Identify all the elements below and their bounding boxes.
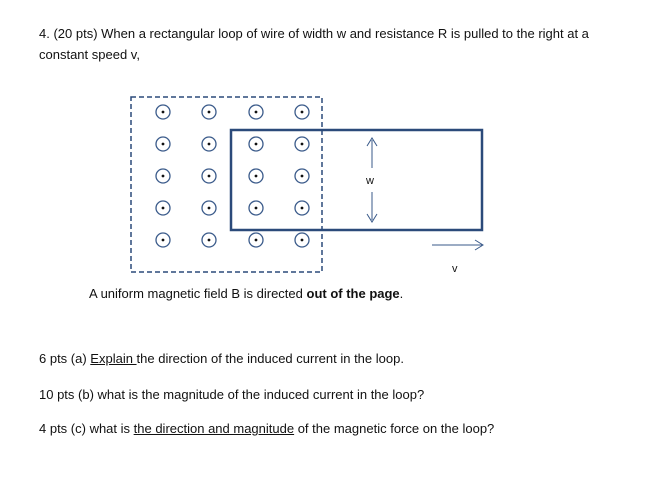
field-out-of-page-icon: [295, 233, 309, 247]
field-out-of-page-icon: [202, 137, 216, 151]
field-out-of-page-icon: [249, 201, 263, 215]
field-out-of-page-icon: [202, 233, 216, 247]
caption-bold: out of the page: [306, 286, 400, 301]
question-a-prefix: 6 pts (a): [39, 351, 91, 366]
caption-suffix: .: [399, 286, 404, 301]
field-out-of-page-icon: [295, 169, 309, 183]
field-out-of-page-icon: [156, 137, 170, 151]
field-out-of-page-icon: [249, 105, 263, 119]
field-out-of-page-icon: [156, 105, 170, 119]
velocity-label: v: [452, 263, 458, 275]
field-out-of-page-icon: [295, 201, 309, 215]
magnetic-field-symbols: [156, 105, 309, 247]
field-out-of-page-icon: [202, 201, 216, 215]
diagram-caption: [89, 286, 403, 302]
problem-statement-line1: 4. (20 pts) When a rectangular loop of wire of width w and resistance R is pulled to the right at a: [39, 26, 589, 41]
field-out-of-page-icon: [156, 233, 170, 247]
field-out-of-page-icon: [156, 201, 170, 215]
field-out-of-page-icon: [202, 105, 216, 119]
field-out-of-page-icon: [295, 137, 309, 151]
question-a-underlined: Explain: [90, 351, 137, 366]
field-out-of-page-icon: [249, 233, 263, 247]
velocity-arrow: [432, 240, 483, 250]
question-a-rest: the direction of the induced current in the loop.: [136, 351, 404, 366]
question-b: 10 pts (b) what is the magnitude of the induced current in the loop?: [39, 387, 425, 402]
field-out-of-page-icon: [202, 169, 216, 183]
question-a: [39, 351, 404, 367]
question-c-prefix: 4 pts (c) what is: [39, 421, 134, 436]
question-c-underlined: the direction and magnitude: [133, 421, 295, 436]
width-label: w: [366, 175, 374, 187]
field-out-of-page-icon: [249, 169, 263, 183]
wire-loop: [231, 130, 482, 230]
field-out-of-page-icon: [295, 105, 309, 119]
question-c: [39, 421, 494, 437]
problem-statement-line2: constant speed v,: [39, 47, 140, 62]
caption-prefix: A uniform magnetic field B is directed: [89, 286, 307, 301]
field-out-of-page-icon: [249, 137, 263, 151]
question-c-rest: of the magnetic force on the loop?: [294, 421, 495, 436]
field-out-of-page-icon: [156, 169, 170, 183]
